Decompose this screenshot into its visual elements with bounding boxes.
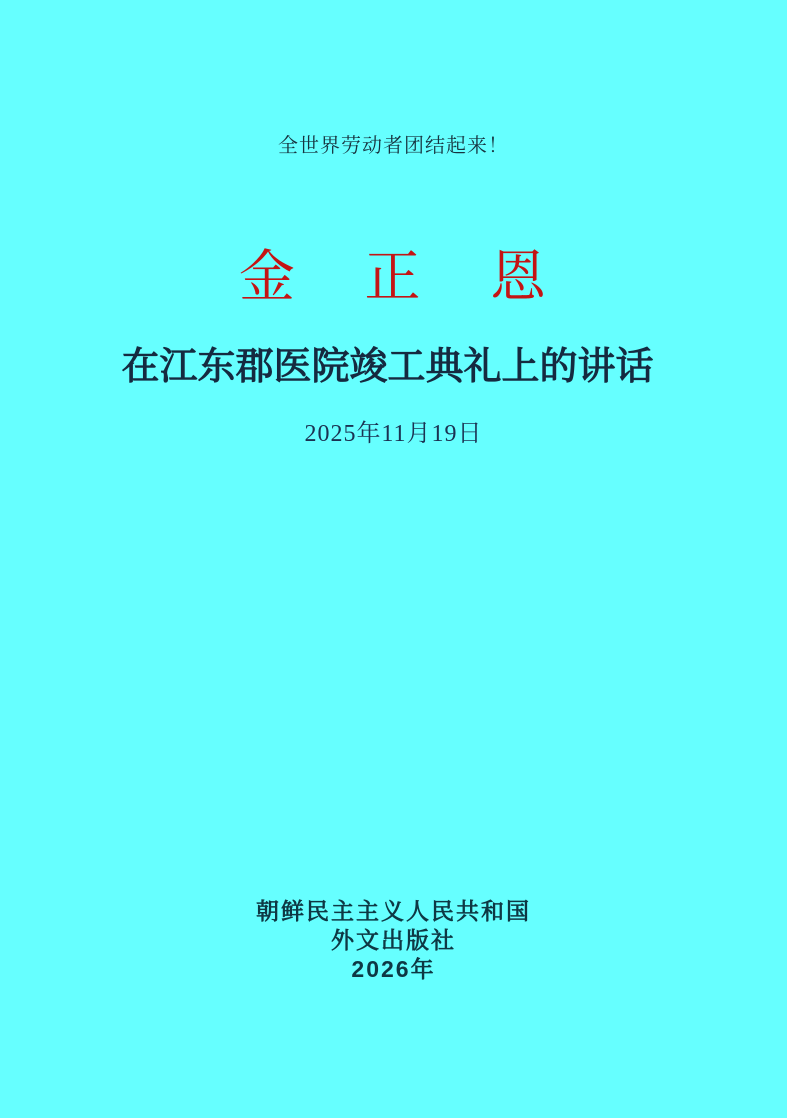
publication-year: 2026年 bbox=[351, 956, 436, 982]
publisher-country: 朝鲜民主主义人民共和国 bbox=[256, 898, 531, 924]
publisher-block bbox=[0, 897, 787, 984]
publisher-house: 外文出版社 bbox=[331, 927, 456, 953]
slogan-text: 全世界劳动者团结起来！ bbox=[278, 135, 509, 157]
speech-title: 在江东郡医院竣工典礼上的讲话 bbox=[121, 346, 654, 388]
speech-date: 2025年11月19日 bbox=[304, 421, 483, 447]
author-name: 金 正 恩 bbox=[238, 245, 549, 308]
